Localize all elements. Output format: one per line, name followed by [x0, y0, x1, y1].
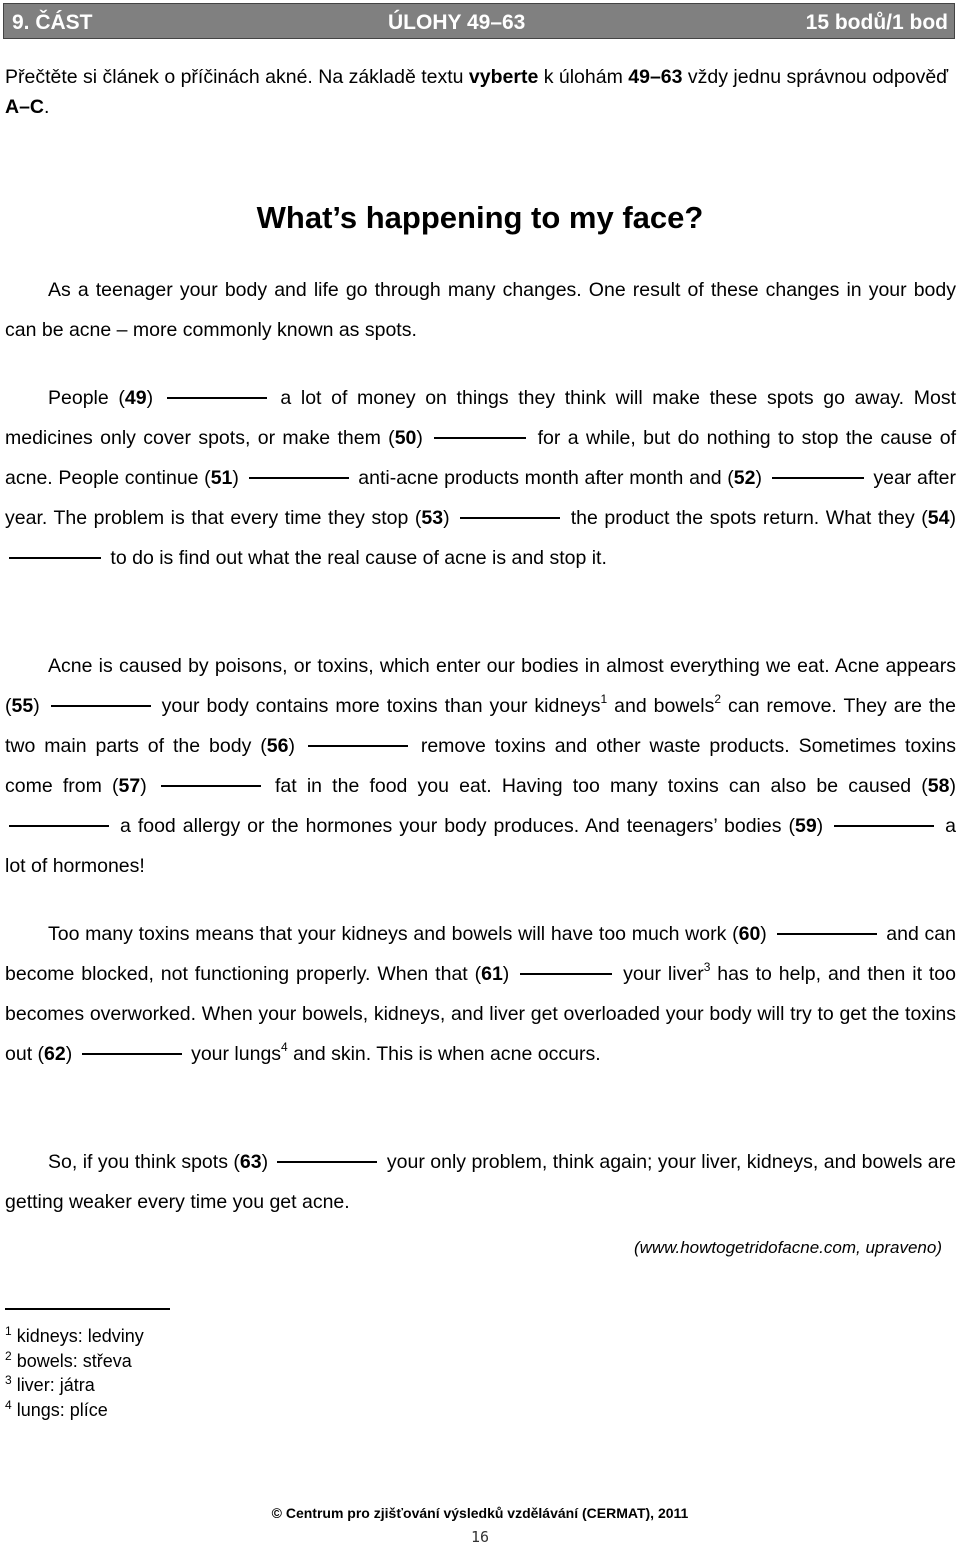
answer-gap-56[interactable]: [308, 744, 408, 747]
answer-gap-61[interactable]: [520, 972, 612, 975]
footnotes: [5, 1324, 144, 1422]
answer-gap-63[interactable]: [277, 1160, 377, 1163]
footnote-item: $^1$ kidneys: ledviny: [5, 1324, 144, 1346]
footnote-item: $^4$ lungs: plíce: [5, 1397, 108, 1420]
answer-gap-57[interactable]: [161, 784, 261, 787]
article-title: What’s happening to my face?: [256, 200, 704, 235]
source-citation: (www.howtogetridofacne.com, upraveno): [633, 1238, 942, 1257]
answer-gap-53[interactable]: [460, 516, 560, 519]
footnote-ref-2: 2: [714, 692, 722, 706]
answer-gap-62[interactable]: [82, 1052, 182, 1055]
answer-gap-60[interactable]: [777, 932, 877, 935]
page-number: 16: [470, 1528, 490, 1546]
footnote-ref-3: 3: [703, 960, 711, 974]
points-label: 15 bodů/1 bod: [805, 11, 948, 34]
copyright-footer: © Centrum pro zjišťování výsledků vzdělávání (CERMAT), 2011: [271, 1505, 689, 1521]
tasks-range: ÚLOHY 49–63: [388, 11, 526, 34]
answer-gap-58[interactable]: [9, 824, 109, 827]
answer-gap-54[interactable]: [9, 556, 101, 559]
instructions: Přečtěte si článek o příčinách akné. Na základě textu vyberte k úlohám 49–63 vždy jednu správnou odpověď A–C.: [5, 66, 949, 118]
answer-gap-59[interactable]: [834, 824, 934, 827]
paragraph-1: As a teenager your body and life go through many changes. One result of these changes in your body can be acne – more commonly known as spots.: [5, 279, 956, 341]
section-header-bar: [3, 3, 955, 39]
footnote-item: $^3$ liver: játra: [5, 1373, 95, 1395]
paragraph-3: Acne is caused by poisons, or toxins, which enter our bodies in almost everything we eat. Acne appears (55) your body contains more toxins than your kidneys$^1$ and bowels$^2$ can remove. They are the two main parts of the body (56) remove toxins and other waste products. Sometimes toxins come from (57) fat in the food you eat. Having too many toxins can also be caused (58) a food allergy or the hormones your body produces. And teenagers’ bodies (59) a lot of hormones!: [5, 655, 956, 877]
paragraph-5: So, if you think spots (63) your only problem, think again; your liver, kidneys, and bowels are getting weaker every time you get acne.: [5, 1151, 956, 1213]
answer-gap-51[interactable]: [249, 476, 349, 479]
footnote-divider: [5, 1308, 170, 1310]
part-label: 9. ČÁST: [12, 11, 93, 34]
footnote-ref-4: 4: [281, 1040, 288, 1054]
answer-gap-49[interactable]: [167, 396, 267, 399]
footnote-ref-1: 1: [600, 692, 608, 706]
paragraph-2: People (49) a lot of money on things they think will make these spots go away. Most medicines only cover spots, or make them (50) for a while, but do nothing to stop the cause of acne. People continue (51) anti-acne products month after month and (52) year after year. The problem is that every time they stop (53) the product the spots return. What they (54) to do is find out what the real cause of acne is and stop it.: [5, 387, 957, 569]
answer-gap-50[interactable]: [434, 436, 526, 439]
footnote-item: $^2$ bowels: střeva: [5, 1348, 132, 1371]
paragraph-4: Too many toxins means that your kidneys and bowels will have too much work (60) and can become blocked, not functioning properly. When that (61) your liver$^3$ has to help, and then it too becomes overworked. When your bowels, kidneys, and liver get overloaded your body will try to get the toxins out (62) your lungs$^4$ and skin. This is when acne occurs.: [5, 923, 956, 1065]
answer-gap-55[interactable]: [51, 704, 151, 707]
answer-gap-52[interactable]: [772, 476, 864, 479]
